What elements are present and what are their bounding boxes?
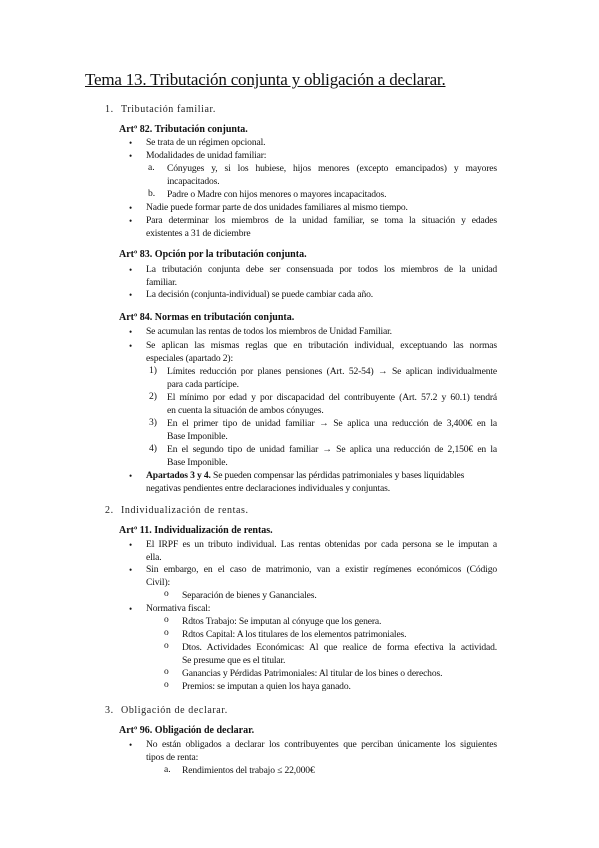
- circle-bullet: o: [164, 667, 169, 677]
- list-marker: a.: [148, 162, 155, 173]
- list-item-continued: tipos de renta:: [146, 752, 199, 763]
- circle-bullet: o: [164, 628, 169, 638]
- bullet: •: [129, 216, 133, 226]
- list-item: Dtos. Actividades Económicas: Al que realice de forma efectiva la actividad.: [182, 642, 497, 653]
- list-item: Rdtos Capital: A los titulares de los elementos patrimoniales.: [182, 629, 407, 640]
- list-item-continued: negativas pendientes entre declaraciones individuales y conjuntas.: [146, 483, 390, 494]
- list-item-continued: para cada partícipe.: [167, 379, 239, 390]
- bullet: •: [129, 565, 133, 575]
- section-label: Obligación de declarar.: [121, 705, 228, 716]
- list-item: No están obligados a declarar los contribuyentes que perciban únicamente los siguientes: [146, 739, 497, 750]
- list-item: Para determinar los miembros de la unidad familiar, se toma la situación y edades: [146, 215, 497, 226]
- bullet: •: [129, 151, 133, 161]
- list-item: Padre o Madre con hijos menores o mayores incapacitados.: [167, 189, 387, 200]
- section-number: 3.: [105, 705, 114, 716]
- bullet: •: [129, 604, 133, 614]
- list-item: Separación de bienes y Gananciales.: [182, 590, 317, 601]
- list-item: Modalidades de unidad familiar:: [146, 150, 267, 161]
- list-item: En el segundo tipo de unidad familiar → Se aplica una reducción de 2,150€ en la: [167, 444, 497, 455]
- bullet: •: [129, 471, 133, 481]
- list-marker: b.: [148, 188, 156, 199]
- list-item-continued: ella.: [146, 552, 162, 563]
- list-item: Apartados 3 y 4. Se pueden compensar las pérdidas patrimoniales y bases liquidables: [146, 470, 465, 481]
- article-82-heading: Artº 82. Tributación conjunta.: [119, 124, 248, 135]
- article-83-heading: Artº 83. Opción por la tributación conjunta.: [119, 249, 307, 260]
- page-title: Tema 13. Tributación conjunta y obligación a declarar.: [85, 70, 446, 89]
- list-item: La decisión (conjunta-individual) se puede cambiar cada año.: [146, 289, 374, 300]
- list-item-continued: especiales (apartado 2):: [146, 353, 233, 364]
- article-84-heading: Artº 84. Normas en tributación conjunta.: [119, 312, 295, 323]
- list-item: Premios: se imputan a quien los haya ganado.: [182, 681, 351, 692]
- bullet: •: [129, 290, 133, 300]
- list-item: Se aplican las mismas reglas que en tributación individual, exceptuando las normas: [146, 340, 497, 351]
- list-item: La tributación conjunta debe ser consensuada por todos los miembros de la unidad: [146, 264, 497, 275]
- section-label: Tributación familiar.: [121, 104, 216, 115]
- circle-bullet: o: [164, 615, 169, 625]
- bullet: •: [129, 203, 133, 213]
- list-item: Se acumulan las rentas de todos los miembros de Unidad Familiar.: [146, 326, 392, 337]
- list-item: Sin embargo, en el caso de matrimonio, van a existir regímenes económicos (Código: [146, 564, 497, 575]
- section-heading-1: [105, 104, 216, 115]
- section-label: Individualización de rentas.: [121, 505, 249, 516]
- list-item: Normativa fiscal:: [146, 603, 211, 614]
- list-item-continued: Base Imponible.: [167, 431, 228, 442]
- bullet: •: [129, 341, 133, 351]
- list-item-continued: incapacitados.: [167, 176, 220, 187]
- list-item: Límites reducción por planes pensiones (Art. 52-54) → Se aplican individualmente: [167, 366, 497, 377]
- list-item-continued: Civil):: [146, 577, 171, 588]
- list-item: Se trata de un régimen opcional.: [146, 137, 266, 148]
- bullet: •: [129, 265, 133, 275]
- list-item: Nadie puede formar parte de dos unidades familiares al mismo tiempo.: [146, 202, 408, 213]
- list-marker: 4): [149, 443, 157, 454]
- article-11-heading: Artº 11. Individualización de rentas.: [119, 525, 273, 536]
- bullet: •: [129, 138, 133, 148]
- list-item: En el primer tipo de unidad familiar → Se aplica una reducción de 3,400€ en la: [167, 418, 497, 429]
- list-item-continued: Se presume que es el titular.: [182, 655, 286, 666]
- bullet: •: [129, 740, 133, 750]
- list-item: El mínimo por edad y por discapacidad del contribuyente (Art. 57.2 y 60.1) tendrá: [167, 392, 497, 403]
- list-item-continued: Base Imponible.: [167, 457, 228, 468]
- list-item: El IRPF es un tributo individual. Las rentas obtenidas por cada persona se le imputan a: [146, 539, 497, 550]
- list-item: Rendimientos del trabajo ≤ 22,000€: [182, 765, 315, 776]
- list-marker: 3): [149, 417, 157, 428]
- circle-bullet: o: [164, 589, 169, 599]
- section-number: 2.: [105, 505, 114, 516]
- circle-bullet: o: [164, 641, 169, 651]
- list-marker: 2): [149, 391, 157, 402]
- section-heading-2: [105, 505, 249, 516]
- list-marker: a.: [164, 764, 171, 775]
- circle-bullet: o: [164, 680, 169, 690]
- section-heading-3: [105, 705, 228, 716]
- bullet: •: [129, 327, 133, 337]
- list-item: Ganancias y Pérdidas Patrimoniales: Al titular de los bines o derechos.: [182, 668, 443, 679]
- list-item-continued: existentes a 31 de diciembre: [146, 228, 251, 239]
- list-item-continued: familiar.: [146, 277, 177, 288]
- list-item: Rdtos Trabajo: Se imputan al cónyuge que los genera.: [182, 616, 382, 627]
- list-marker: 1): [149, 365, 157, 376]
- section-number: 1.: [105, 104, 114, 115]
- list-item-continued: en cuenta la situación de ambos cónyuges.: [167, 405, 324, 416]
- bullet: •: [129, 540, 133, 550]
- article-96-heading: Artº 96. Obligación de declarar.: [119, 725, 255, 736]
- list-item: Cónyuges y, si los hubiese, hijos menores (excepto emancipados) y mayores: [167, 163, 497, 174]
